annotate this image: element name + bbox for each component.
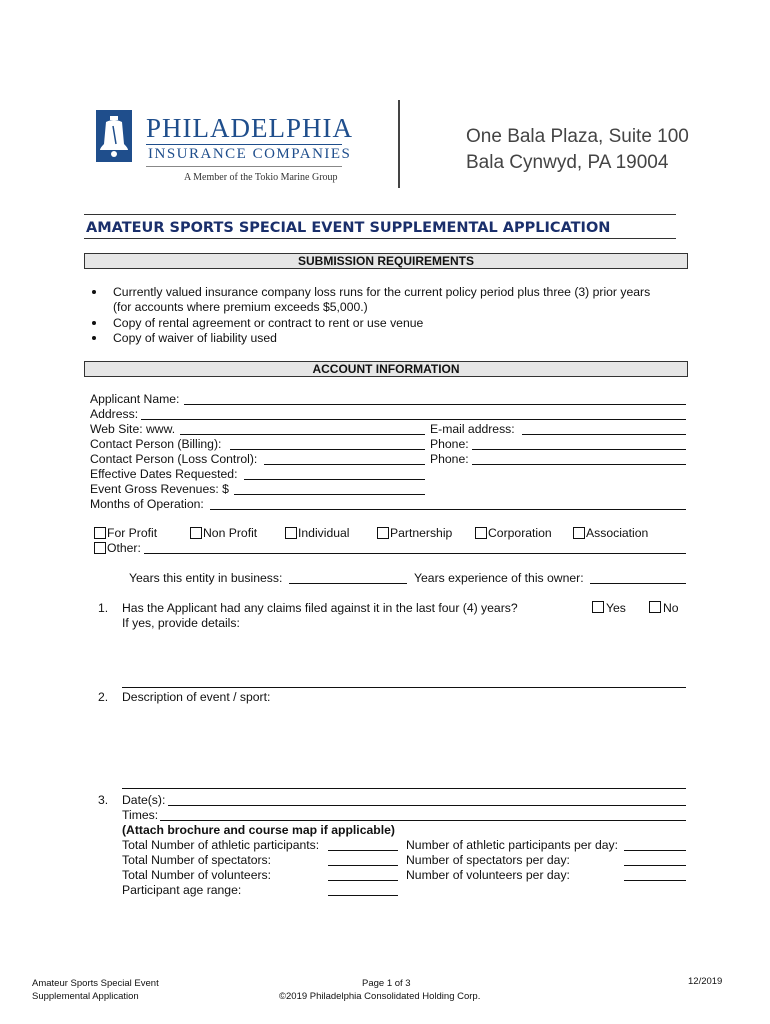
submission-item: Copy of waiver of liability used [113, 331, 277, 345]
total-volunteers-label: Total Number of volunteers: [122, 868, 272, 882]
applicant-name-label: Applicant Name: [90, 392, 180, 406]
contact-billing-label: Contact Person (Billing): [90, 437, 222, 451]
question-number: 1. [98, 601, 109, 615]
logo-divider-2 [146, 166, 342, 167]
per-day-athletic-field[interactable] [624, 850, 686, 851]
age-range-field[interactable] [328, 895, 398, 896]
logo-divider [146, 144, 342, 145]
question-number: 2. [98, 690, 109, 704]
total-athletic-field[interactable] [328, 850, 398, 851]
other-field[interactable] [144, 553, 686, 554]
per-day-spectators-label: Number of spectators per day: [406, 853, 570, 867]
address-line1: One Bala Plaza, Suite 100 [466, 126, 689, 147]
question-1-details: If yes, provide details: [122, 616, 240, 630]
address-field[interactable] [141, 419, 686, 420]
association-label: Association [586, 526, 649, 540]
footer-page-number: Page 1 of 3 [362, 978, 411, 989]
per-day-spectators-field[interactable] [624, 865, 686, 866]
footer-copyright: ©2019 Philadelphia Consolidated Holding Corp. [279, 991, 481, 1002]
page-title: AMATEUR SPORTS SPECIAL EVENT SUPPLEMENTAL APPLICATION [86, 220, 611, 236]
submission-item-cont: (for accounts where premium exceeds $5,000.) [113, 300, 368, 314]
months-operation-label: Months of Operation: [90, 497, 204, 511]
question-2-answer-field[interactable] [122, 788, 686, 789]
email-label: E-mail address: [430, 422, 515, 436]
total-volunteers-field[interactable] [328, 880, 398, 881]
association-checkbox[interactable] [573, 527, 585, 539]
dates-field[interactable] [168, 805, 686, 806]
question-1-text: Has the Applicant had any claims filed against it in the last four (4) years? [122, 601, 518, 615]
address-label: Address: [90, 407, 139, 421]
header-vertical-rule [398, 100, 400, 188]
for-profit-label: For Profit [107, 526, 158, 540]
age-range-label: Participant age range: [122, 883, 242, 897]
no-label: No [663, 601, 679, 615]
total-athletic-label: Total Number of athletic participants: [122, 838, 320, 852]
bullet-icon [92, 290, 96, 294]
address-line2: Bala Cynwyd, PA 19004 [466, 152, 669, 173]
attach-note: (Attach brochure and course map if applicable) [122, 823, 395, 837]
question-number: 3. [98, 793, 109, 807]
times-label: Times: [122, 808, 159, 822]
per-day-volunteers-field[interactable] [624, 880, 686, 881]
gross-revenues-label: Event Gross Revenues: $ [90, 482, 229, 496]
submission-item: Currently valued insurance company loss runs for the current policy period plus three (3) prior years [113, 285, 651, 299]
company-logo [92, 104, 353, 192]
corporation-checkbox[interactable] [475, 527, 487, 539]
footer-form-name: Amateur Sports Special Event [32, 978, 159, 989]
website-label: Web Site: www. [90, 422, 176, 436]
phone-label-1: Phone: [430, 437, 469, 451]
times-field[interactable] [160, 820, 686, 821]
phone-field-1[interactable] [472, 449, 686, 450]
phone-field-2[interactable] [472, 464, 686, 465]
months-operation-field[interactable] [210, 509, 686, 510]
other-label: Other: [107, 541, 141, 555]
footer-form-name-2: Supplemental Application [32, 991, 139, 1002]
question-1-answer-field[interactable] [122, 687, 686, 688]
years-business-field[interactable] [289, 583, 407, 584]
effective-dates-label: Effective Dates Requested: [90, 467, 238, 481]
partnership-checkbox[interactable] [377, 527, 389, 539]
total-spectators-label: Total Number of spectators: [122, 853, 272, 867]
individual-label: Individual [298, 526, 350, 540]
contact-loss-field[interactable] [264, 464, 425, 465]
partnership-label: Partnership [390, 526, 453, 540]
logo-line1: PHILADELPHIA [146, 113, 353, 143]
title-rule-top [84, 214, 676, 215]
for-profit-checkbox[interactable] [94, 527, 106, 539]
logo-line2: INSURANCE COMPANIES [148, 146, 352, 162]
gross-revenues-field[interactable] [234, 494, 425, 495]
footer-date: 12/2019 [688, 976, 723, 987]
account-heading: ACCOUNT INFORMATION [84, 361, 688, 377]
years-business-label: Years this entity in business: [129, 571, 283, 585]
submission-heading: SUBMISSION REQUIREMENTS [84, 253, 688, 269]
bullet-icon [92, 321, 96, 325]
dates-label: Date(s): [122, 793, 166, 807]
per-day-volunteers-label: Number of volunteers per day: [406, 868, 570, 882]
non-profit-checkbox[interactable] [190, 527, 202, 539]
corporation-label: Corporation [488, 526, 552, 540]
bullet-icon [92, 336, 96, 340]
question-2-text: Description of event / sport: [122, 690, 271, 704]
submission-item: Copy of rental agreement or contract to rent or use venue [113, 316, 424, 330]
phone-label-2: Phone: [430, 452, 469, 466]
yes-checkbox[interactable] [592, 601, 604, 613]
non-profit-label: Non Profit [203, 526, 258, 540]
contact-billing-field[interactable] [230, 449, 425, 450]
per-day-athletic-label: Number of athletic participants per day: [406, 838, 619, 852]
individual-checkbox[interactable] [285, 527, 297, 539]
title-rule-bottom [84, 238, 676, 239]
logo-tagline: A Member of the Tokio Marine Group [184, 172, 338, 183]
years-owner-label: Years experience of this owner: [414, 571, 584, 585]
years-owner-field[interactable] [590, 583, 686, 584]
other-checkbox[interactable] [94, 542, 106, 554]
no-checkbox[interactable] [649, 601, 661, 613]
total-spectators-field[interactable] [328, 865, 398, 866]
yes-label: Yes [606, 601, 626, 615]
website-field[interactable] [180, 434, 425, 435]
liberty-bell-icon [96, 110, 132, 162]
applicant-name-field[interactable] [184, 404, 686, 405]
email-field[interactable] [522, 434, 686, 435]
contact-loss-label: Contact Person (Loss Control): [90, 452, 258, 466]
effective-dates-field[interactable] [244, 479, 425, 480]
